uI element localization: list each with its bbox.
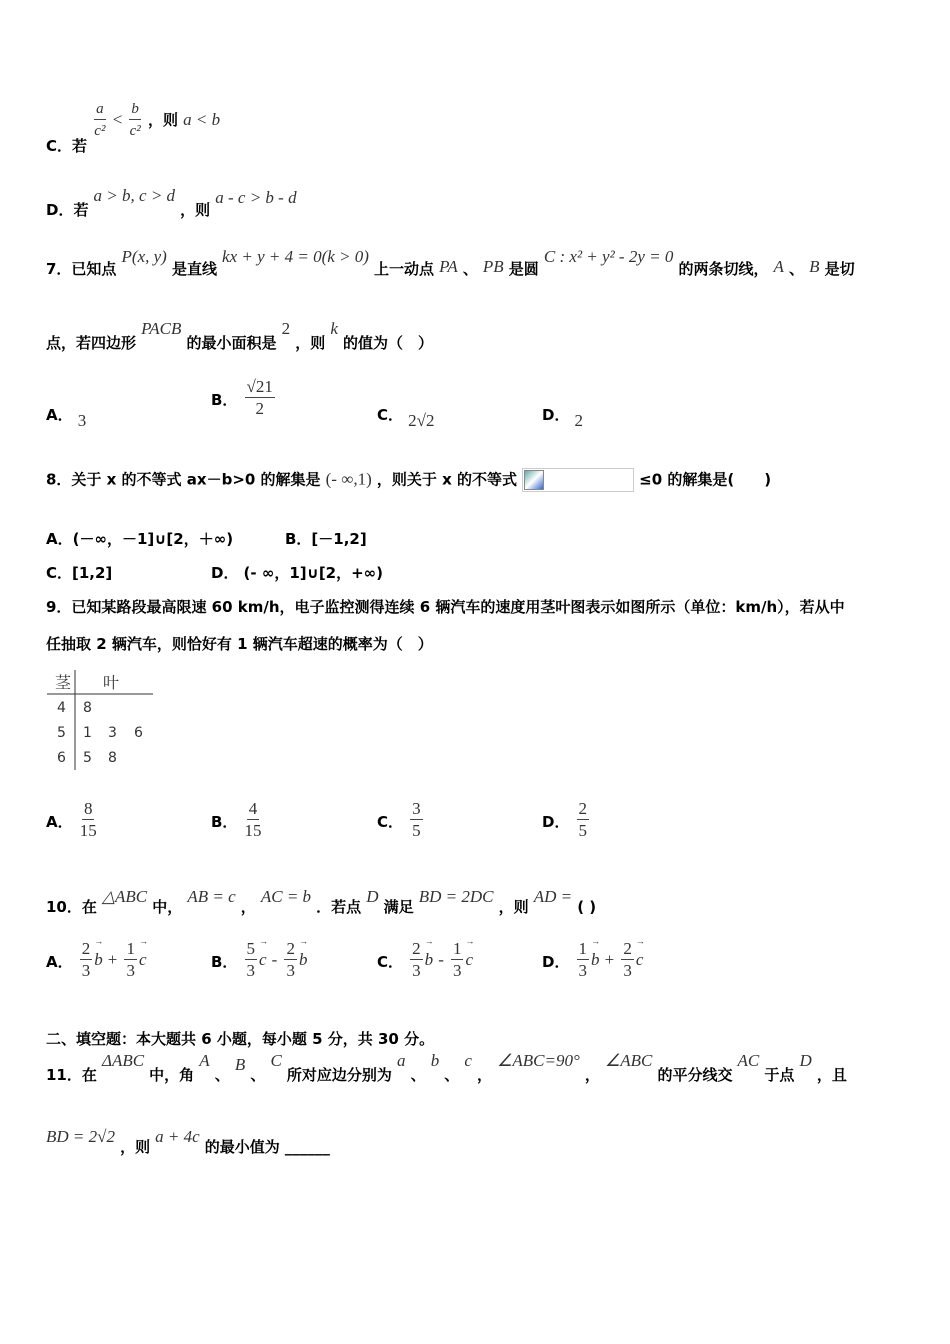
broken-image-icon [522,468,634,492]
option-label: D．若 [46,201,89,219]
q11-stem-line1: 11．在 ΔABC 中，角 A 、 B 、 C 所对应边分别为 a 、 b 、 c ， ∠ABC=90° ， ∠ABC 的平分线交 AC 于点 D ，且 [46,1051,847,1084]
fraction-a-over-c2: $\frac{a}{\text{c²}}$ [94,101,106,139]
q9-option-d: D． $\frac{2}{5}$ [542,799,588,840]
leaf: 1 [83,725,92,741]
q9-option-b: B． $\frac{4}{15}$ [211,799,262,840]
q9-option-c: C． $\frac{3}{5}$ [377,799,421,840]
q8-option-c: C．[1,2] [46,564,113,582]
q8-option-a: A．(－∞，－1]∪[2，＋∞) [46,530,234,548]
q7-option-b: B． $\frac{√21}{2}$ [211,377,273,418]
option-label: C．若 [46,137,88,155]
q6-option-d: D．若 a > b, c > d ，则 a - c > b - d [46,186,297,219]
stem-6: 6 [57,750,66,766]
stem-header: 茎 [55,673,72,692]
stem-4: 4 [57,700,66,716]
q9-line1: 9．已知某路段最高限速 60 km/h，电子监控测得连续 6 辆汽车的速度用茎叶图表示如图所示（单位：km/h），若从中 [46,598,845,616]
q7-stem-line2: 点，若四边形 PACB 的最小面积是 2 ，则 k 的值为（ ） [46,319,433,352]
q8-option-d: D． (- ∞，1]∪[2，+∞) [211,564,384,582]
q7-option-d: D． 2 [542,406,584,430]
q7-stem-line1: 7．已知点 P(x, y) 是直线 kx + y + 4 = 0(k > 0) 上一动点 PA 、 PB 是圆 C : x² + y² - 2y = 0 的两条切线， A 、 B 是切 [46,247,855,278]
q8-stem: 8．关于 x 的不等式 ax－b>0 的解集是 (- ∞,1) ，则关于 x 的不等式 ≤0 的解集是( ) [46,468,771,492]
leaf: 8 [83,700,92,716]
leaf-header: 叶 [103,673,120,692]
answer-blank[interactable]: ______ [284,1138,330,1156]
leaf: 3 [108,725,117,741]
q8-option-b: B．[－1,2] [285,530,367,548]
q9-line2: 任抽取 2 辆汽车，则恰好有 1 辆汽车超速的概率为（ ） [46,635,433,653]
q10-option-b: B． $\frac{5}{3}$ → c - $\frac{2}{3}$ → b [211,940,307,981]
leaf: 5 [83,750,92,766]
q10-option-a: A． $\frac{2}{3}$ → b + $\frac{1}{3}$ → c [46,940,147,981]
q10-option-d: D． $\frac{1}{3}$ → b + $\frac{2}{3}$ → c [542,940,643,981]
q10-stem: 10．在 △ABC 中， AB = c ， AC = b ．若点 D 满足 BD = 2DC ，则 AD = ( ) [46,887,597,916]
leaf: 8 [108,750,117,766]
section-heading-fill-blank: 二、填空题：本大题共 6 小题，每小题 5 分，共 30 分。 [46,1030,435,1048]
q6-option-c: C．若 $\frac{a}{\text{c²}}$ < $\frac{b}{\text{c²}}$ ，则 a < b [46,101,221,155]
q7-option-c: C． 2√2 [377,406,435,430]
q10-option-c: C． $\frac{2}{3}$ → b - $\frac{1}{3}$ → c [377,940,473,981]
q11-stem-line2: BD = 2√2 ，则 a + 4c 的最小值为 ______ [46,1127,330,1156]
q7-option-a: A． 3 [46,406,87,430]
q9-option-a: A． $\frac{8}{15}$ [46,799,97,840]
stem-5: 5 [57,725,66,741]
leaf: 6 [134,725,143,741]
fraction-b-over-c2: $\frac{b}{\text{c²}}$ [129,101,141,139]
